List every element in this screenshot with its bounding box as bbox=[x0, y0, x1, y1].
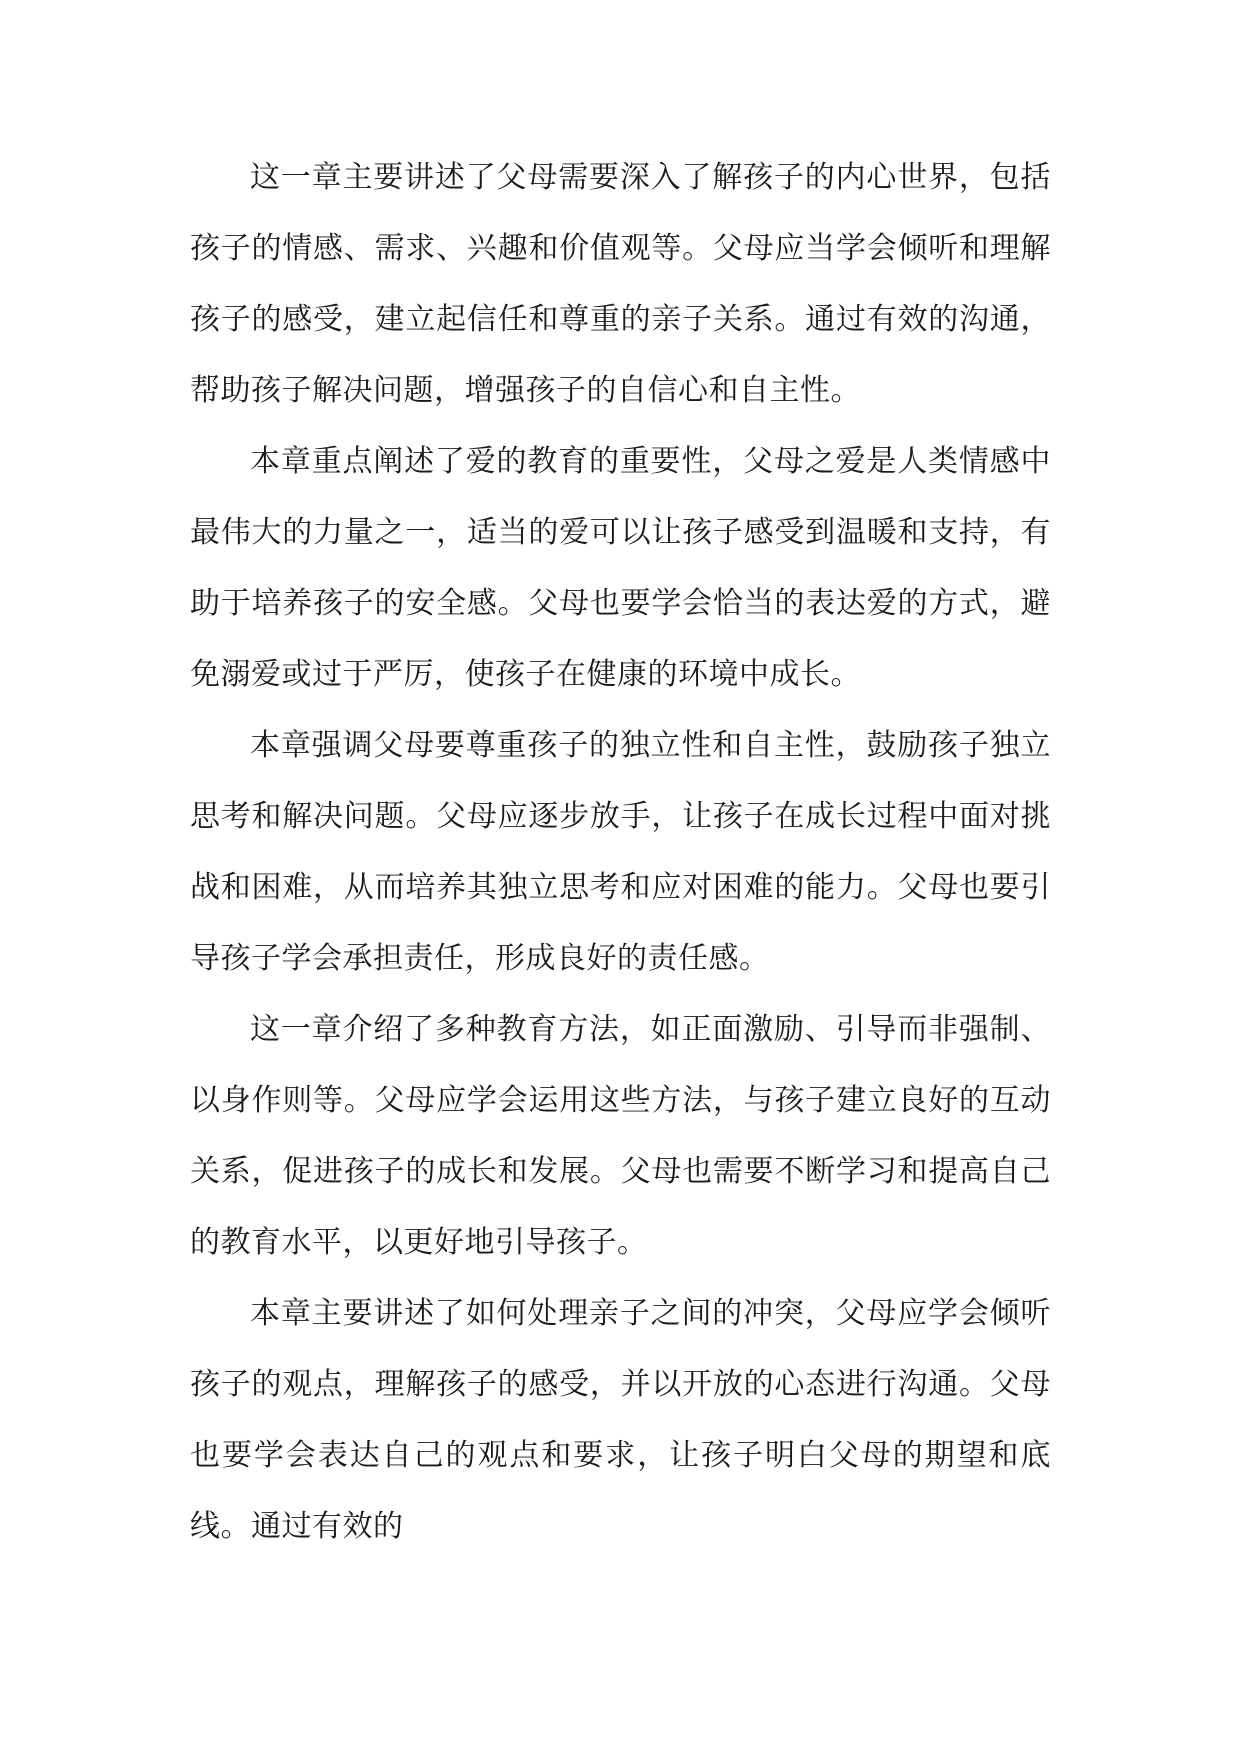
paragraph-4: 这一章介绍了多种教育方法，如正面激励、引导而非强制、以身作则等。父母应学会运用这些方法，与孩子建立良好的互动关系，促进孩子的成长和发展。父母也需要不断学习和提高自己的教育水平，以更好地引导孩子。 bbox=[190, 1012, 1051, 1260]
paragraph-3: 本章强调父母要尊重孩子的独立性和自主性，鼓励孩子独立思考和解决问题。父母应逐步放手，让孩子在成长过程中面对挑战和困难，从而培养其独立思考和应对困难的能力。父母也要引导孩子学会承担责任，形成良好的责任感。 bbox=[190, 728, 1051, 976]
paragraph-5: 本章主要讲述了如何处理亲子之间的冲突，父母应学会倾听孩子的观点，理解孩子的感受，并以开放的心态进行沟通。父母也要学会表达自己的观点和要求，让孩子明白父母的期望和底线。通过有效的 bbox=[190, 1296, 1051, 1544]
paragraph-2: 本章重点阐述了爱的教育的重要性，父母之爱是人类情感中最伟大的力量之一，适当的爱可以让孩子感受到温暖和支持，有助于培养孩子的安全感。父母也要学会恰当的表达爱的方式，避免溺爱或过于严厉，使孩子在健康的环境中成长。 bbox=[190, 444, 1051, 692]
paragraph-1: 这一章主要讲述了父母需要深入了解孩子的内心世界，包括孩子的情感、需求、兴趣和价值观等。父母应当学会倾听和理解孩子的感受，建立起信任和尊重的亲子关系。通过有效的沟通，帮助孩子解决问题，增强孩子的自信心和自主性。 bbox=[190, 160, 1051, 408]
